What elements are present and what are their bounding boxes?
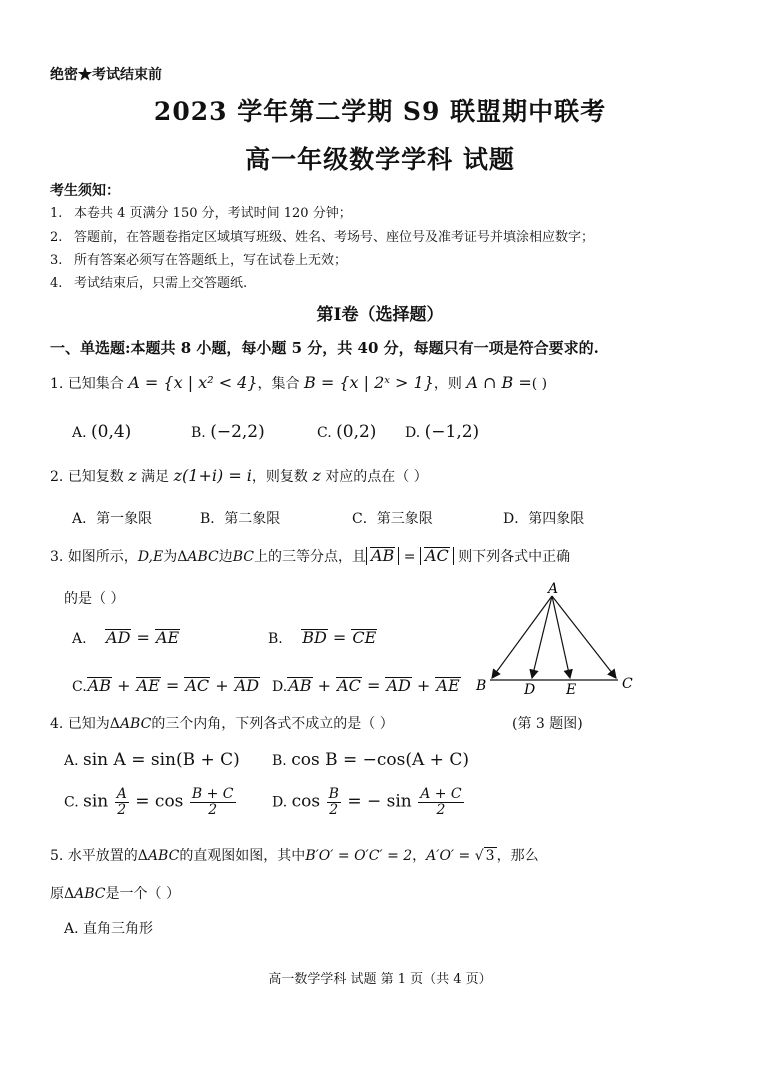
denominator: 2: [436, 802, 446, 818]
vector: AC: [185, 676, 210, 695]
q3-triangle-figure: [470, 580, 640, 700]
vector: AD: [234, 676, 260, 695]
vector: AD: [386, 676, 411, 695]
option-value: 第一象限: [96, 511, 153, 527]
question-1: [50, 373, 547, 393]
q4-option-d: [272, 787, 466, 818]
option-label: B.: [268, 631, 283, 647]
q2-equation: z(1+i) = i: [173, 466, 252, 485]
q3-abs-ab: [366, 547, 399, 565]
notice-item: [50, 272, 247, 291]
notice-num: 4.: [50, 276, 63, 291]
option-value: (−1,2): [424, 422, 480, 442]
q3-text: 为Δ: [163, 549, 188, 565]
numerator: A + C: [420, 786, 462, 802]
vector: CE: [352, 628, 377, 647]
q3-text: 如图所示，: [67, 549, 138, 565]
option-label: C.: [72, 679, 87, 695]
notice-item: [50, 226, 594, 245]
q2-var: z: [312, 466, 321, 485]
q3-figure-caption: (第 3 题图): [512, 716, 583, 732]
option-label: C．: [352, 511, 377, 527]
q1-set-b: B = {x | 2ˣ > 1}: [304, 373, 434, 392]
q3-option-b: B. BD = CE: [268, 628, 377, 647]
q2-var: z: [128, 466, 137, 485]
q1-option-b: [191, 422, 265, 442]
q3-var: D,E: [137, 549, 164, 565]
q4-text: 已知为Δ: [67, 716, 120, 732]
option-label: C.: [317, 425, 332, 441]
q2-num: 2.: [50, 469, 64, 485]
point-a-label: A: [548, 581, 559, 597]
question-3: [50, 546, 570, 566]
vector-ad: [532, 596, 552, 678]
option-label: A.: [72, 631, 87, 647]
option-value: (0,2): [336, 422, 377, 442]
vector: AB: [87, 676, 111, 695]
q2-text: 对应的点在（ ）: [325, 469, 428, 485]
q1-set-a: A = {x | x² < 4}: [128, 373, 258, 392]
q2-text: 已知复数: [67, 469, 124, 485]
q5-option-a: [64, 918, 153, 938]
section-heading: 一、单选题:本题共 8 小题，每小题 5 分，共 40 分，每题只有一项是符合要求的.: [50, 339, 599, 357]
question-2: [50, 466, 428, 486]
notice-num: 2.: [50, 230, 63, 245]
vector-ab: [492, 596, 552, 678]
option-label: D.: [272, 794, 288, 811]
q3-var: BC: [232, 549, 254, 565]
q3-text: 边: [218, 549, 233, 565]
q3-num: 3.: [50, 549, 64, 565]
q3-text: 上的三等分点，且: [253, 549, 366, 565]
q5-equation: B′O′ = O′C′ = 2: [305, 848, 413, 864]
q5-equation: A′O′ =: [426, 848, 471, 864]
q3-abs-ac: [420, 547, 454, 565]
func: = cos: [135, 791, 184, 812]
vector: BD: [302, 628, 327, 647]
func: cos: [291, 791, 321, 812]
point-b-label: B: [476, 678, 487, 694]
exam-subtitle: 高一年级数学学科 试题: [245, 145, 515, 174]
sqrt-symbol: √: [474, 848, 484, 864]
q5-var: ABC: [147, 848, 180, 864]
option-value: cos B = −cos(A + C): [291, 750, 469, 770]
option-value: 直角三角形: [83, 921, 154, 937]
q1-blank: ( ): [531, 376, 548, 392]
exam-title: 2023 学年第二学期 S9 联盟期中联考: [153, 97, 607, 126]
q1-text: 已知集合: [67, 376, 124, 392]
q5-text: ，那么: [496, 848, 539, 864]
q1-option-c: [317, 422, 376, 442]
notice-heading: 考生须知：: [50, 183, 120, 199]
q5-var: ABC: [74, 886, 106, 902]
q5-text: 的直观图如图，其中: [179, 848, 306, 864]
q5-text: 原Δ: [50, 886, 75, 902]
notice-text: 本卷共 4 页满分 150 分，考试时间 120 分钟；: [74, 206, 352, 221]
q1-num: 1.: [50, 376, 64, 392]
denominator: 2: [208, 802, 218, 818]
option-label: B.: [272, 753, 287, 769]
q3-option-c: C.AB + AE = AC + AD: [72, 676, 260, 695]
point-c-label: C: [622, 676, 633, 692]
q1-option-a: [72, 422, 131, 442]
q2-option-d: [503, 508, 584, 528]
fraction: [190, 787, 236, 818]
vector: AB: [288, 676, 312, 695]
q3-var: ABC: [187, 549, 219, 565]
q3-option-d: D.AB + AC = AD + AE: [272, 676, 460, 695]
q3-text: 则下列各式中正确: [458, 549, 571, 565]
vector: AD: [106, 628, 131, 647]
q5-text: 是一个（ ）: [105, 886, 180, 902]
vector: AC: [337, 676, 361, 695]
fraction: [327, 787, 341, 818]
notice-item: [50, 249, 347, 268]
option-label: C.: [64, 794, 79, 811]
option-label: B.: [191, 425, 206, 441]
notice-item: [50, 202, 352, 221]
q3-option-a: A. AD = AE: [72, 628, 180, 647]
option-value: sin A = sin(B + C): [83, 750, 240, 770]
vector: AE: [436, 676, 460, 695]
q1-expr: A ∩ B =: [466, 373, 532, 392]
confidential-label: 绝密★考试结束前: [50, 67, 162, 83]
option-value: 第二象限: [224, 511, 281, 527]
vector: AB: [370, 546, 395, 565]
question-4: [50, 713, 394, 733]
option-label: B．: [200, 511, 225, 527]
q4-var: ABC: [119, 716, 152, 732]
option-label: A.: [64, 753, 79, 769]
notice-text: 所有答案必须写在答题纸上，写在试卷上无效；: [74, 253, 348, 268]
numerator: A: [116, 786, 127, 802]
q2-option-b: [200, 508, 280, 528]
option-label: A.: [72, 425, 87, 441]
option-label: D．: [503, 511, 529, 527]
q4-num: 4.: [50, 716, 64, 732]
q1-text: ，则: [433, 376, 462, 392]
q3-text-line2: 的是（ ）: [64, 591, 125, 607]
fraction: [418, 787, 463, 818]
point-d-label: D: [524, 682, 536, 698]
denominator: 2: [117, 802, 127, 818]
q1-option-d: [405, 422, 479, 442]
numerator: B + C: [191, 786, 234, 802]
denominator: 2: [329, 802, 339, 818]
vector: AE: [136, 676, 160, 695]
page-footer: 高一数学学科 试题 第 1 页（共 4 页）: [268, 972, 492, 987]
q5-line2: [50, 883, 180, 903]
q4-text: 的三个内角，下列各式不成立的是（ ）: [151, 716, 394, 732]
option-label: D.: [272, 679, 288, 695]
option-value: (−2,2): [210, 422, 265, 442]
sqrt-value: 3: [485, 848, 495, 864]
question-5: [50, 845, 539, 865]
q5-text: 水平放置的Δ: [67, 848, 148, 864]
q1-text: ，集合: [257, 376, 300, 392]
numerator: B: [328, 786, 339, 802]
q4-option-c: [64, 787, 238, 818]
func: = − sin: [347, 791, 412, 812]
q2-text: ，则复数: [251, 469, 308, 485]
func: sin: [83, 791, 109, 812]
notice-text: 答题前，在答题卷指定区域填写班级、姓名、考场号、座位号及准考证号并填涂相应数字；: [74, 230, 595, 245]
fraction: [115, 787, 129, 818]
q2-option-c: [352, 508, 433, 528]
option-value: 第四象限: [528, 511, 585, 527]
vector: AE: [155, 628, 180, 647]
q5-num: 5.: [50, 848, 64, 864]
option-label: A.: [64, 921, 79, 937]
q4-option-a: [64, 750, 240, 770]
q2-option-a: [72, 508, 152, 528]
part-title: 第Ⅰ卷（选择题）: [316, 305, 444, 325]
option-value: 第三象限: [376, 511, 433, 527]
q2-text: 满足: [141, 469, 170, 485]
notice-num: 1.: [50, 206, 63, 221]
option-value: (0,4): [91, 422, 132, 442]
point-e-label: E: [566, 682, 577, 698]
option-label: D.: [405, 425, 421, 441]
q3-eq: =: [403, 549, 416, 565]
q5-text: ，: [412, 848, 427, 864]
vector: AC: [424, 546, 449, 565]
notice-num: 3.: [50, 253, 63, 268]
q4-option-b: [272, 750, 469, 770]
option-label: A．: [72, 511, 97, 527]
notice-text: 考试结束后，只需上交答题纸.: [74, 276, 248, 291]
